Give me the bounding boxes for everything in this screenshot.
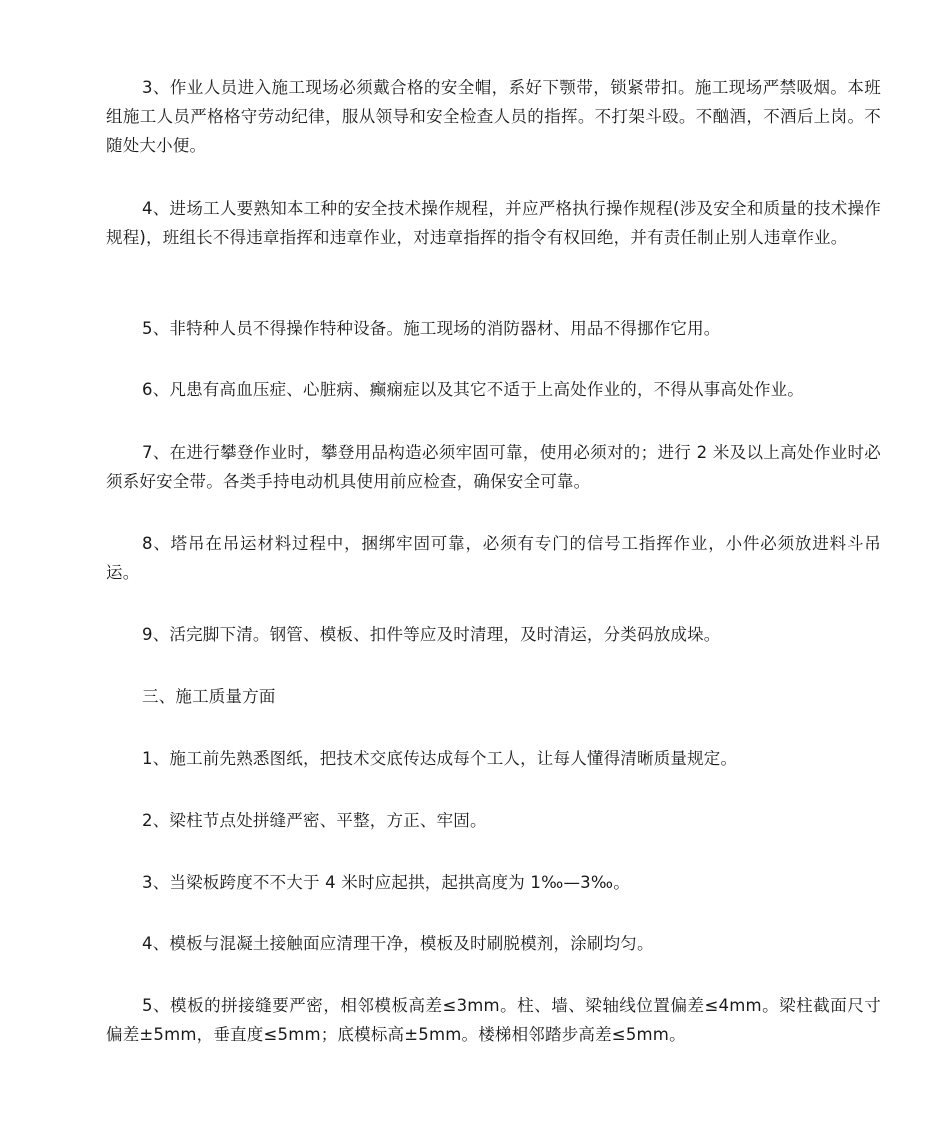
paragraph-special-equipment: 5、非特种人员不得操作特种设备。施工现场的消防器材、用品不得挪作它用。 — [142, 319, 721, 338]
paragraph-site-cleanup: 9、活完脚下清。钢管、模板、扣件等应及时清理，及时清运，分类码放成垛。 — [142, 625, 721, 644]
paragraph-climbing-work: 7、在进行攀登作业时，攀登用品构造必须牢固可靠，使用必须对的；进行 2 米及以上高处作业时必须系好安全带。各类手持电动机具使用前应检查，确保安全可靠。 — [106, 443, 881, 491]
paragraph-health-restrictions: 6、凡患有高血压症、心脏病、癫痫症以及其它不适于上高处作业的，不得从事高处作业。 — [142, 380, 804, 399]
paragraph-tower-crane: 8、塔吊在吊运材料过程中，捆绑牢固可靠，必须有专门的信号工指挥作业，小件必须放进料斗吊运。 — [106, 534, 881, 582]
paragraph-operating-rules: 4、进场工人要熟知本工种的安全技术操作规程，并应严格执行操作规程(涉及安全和质量的技术操作规程)，班组长不得违章指挥和违章作业，对违章指挥的指令有权回绝，并有责任制止别人违章作业。 — [106, 199, 881, 247]
paragraph-camber: 3、当梁板跨度不不大于 4 米时应起拱，起拱高度为 1‰—3‰。 — [142, 873, 630, 892]
paragraph-joints: 2、梁柱节点处拼缝严密、平整，方正、牢固。 — [142, 811, 487, 830]
paragraph-tolerances: 5、模板的拼接缝要严密，相邻模板高差≤3mm。柱、墙、梁轴线位置偏差≤4mm。梁柱截面尺寸偏差±5mm，垂直度≤5mm；底模标高±5mm。楼梯相邻踏步高差≤5mm。 — [106, 996, 881, 1044]
paragraph-formwork-cleaning: 4、模板与混凝土接触面应清理干净，模板及时刷脱模剂，涂刷均匀。 — [142, 934, 654, 953]
paragraph-safety-helmet: 3、作业人员进入施工现场必须戴合格的安全帽，系好下颚带，锁紧带扣。施工现场严禁吸烟。本班组施工人员严格格守劳动纪律，服从领导和安全检查人员的指挥。不打架斗殴。不酗酒，不酒后上岗。不随处大小便。 — [106, 78, 881, 155]
section-heading-quality: 三、施工质量方面 — [142, 687, 276, 706]
paragraph-drawings: 1、施工前先熟悉图纸，把技术交底传达成每个工人，让每人懂得清晰质量规定。 — [142, 749, 738, 768]
